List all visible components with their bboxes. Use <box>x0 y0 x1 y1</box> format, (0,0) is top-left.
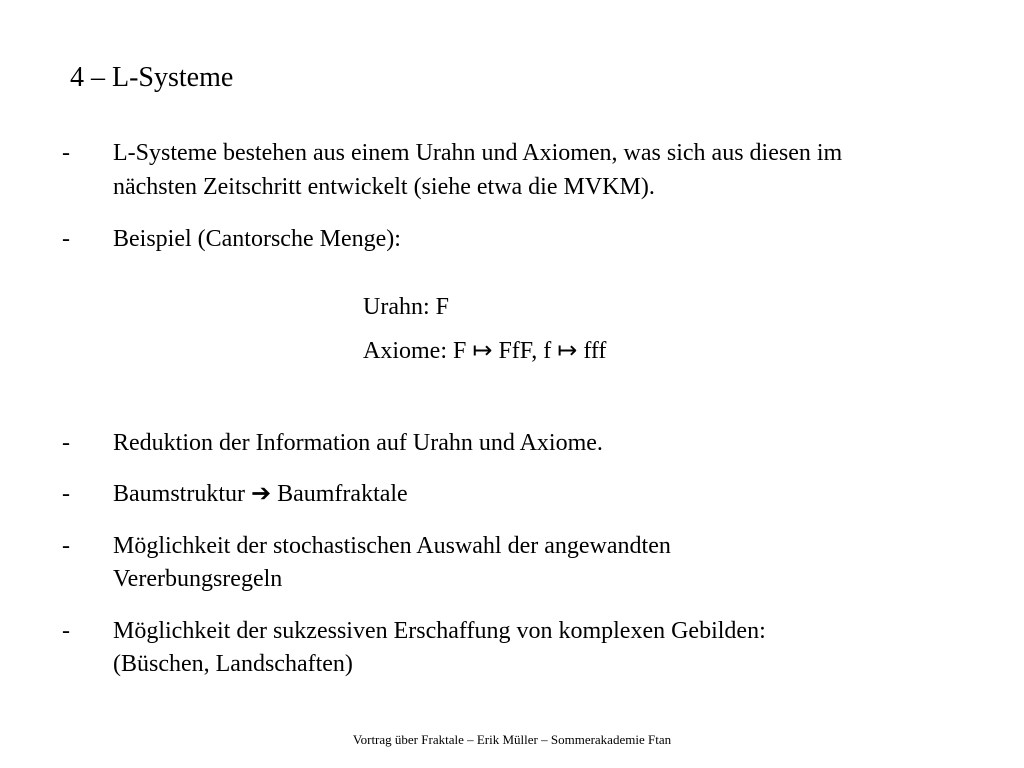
bullet-marker: - <box>62 618 70 644</box>
bullet-marker: - <box>62 533 70 559</box>
bullet-marker: - <box>62 140 70 166</box>
bullet-5-line-2: Vererbungsregeln <box>113 566 283 592</box>
bullet-1-line-1: L-Systeme bestehen aus einem Urahn und Axiomen, was sich aus diesen im <box>113 140 843 166</box>
example-urahn: Urahn: F <box>363 294 449 320</box>
slide-title: 4 – L-Systeme <box>70 62 234 93</box>
bullet-3-line-1: Reduktion der Information auf Urahn und Axiome. <box>113 430 603 456</box>
bullet-marker: - <box>62 430 70 456</box>
bullet-4-line-1: Baumstruktur ➔ Baumfraktale <box>113 481 408 507</box>
bullet-marker: - <box>62 226 70 252</box>
bullet-marker: - <box>62 481 70 507</box>
bullet-6-line-2: (Büschen, Landschaften) <box>113 651 353 677</box>
example-axiome: Axiome: F ↦ FfF, f ↦ fff <box>363 338 607 364</box>
bullet-5-line-1: Möglichkeit der stochastischen Auswahl der angewandten <box>113 533 671 559</box>
bullet-6-line-1: Möglichkeit der sukzessiven Erschaffung von komplexen Gebilden: <box>113 618 766 644</box>
bullet-2-line-1: Beispiel (Cantorsche Menge): <box>113 226 401 252</box>
bullet-1-line-2: nächsten Zeitschritt entwickelt (siehe etwa die MVKM). <box>113 174 655 200</box>
slide-footer: Vortrag über Fraktale – Erik Müller – Sommerakademie Ftan <box>352 732 672 747</box>
